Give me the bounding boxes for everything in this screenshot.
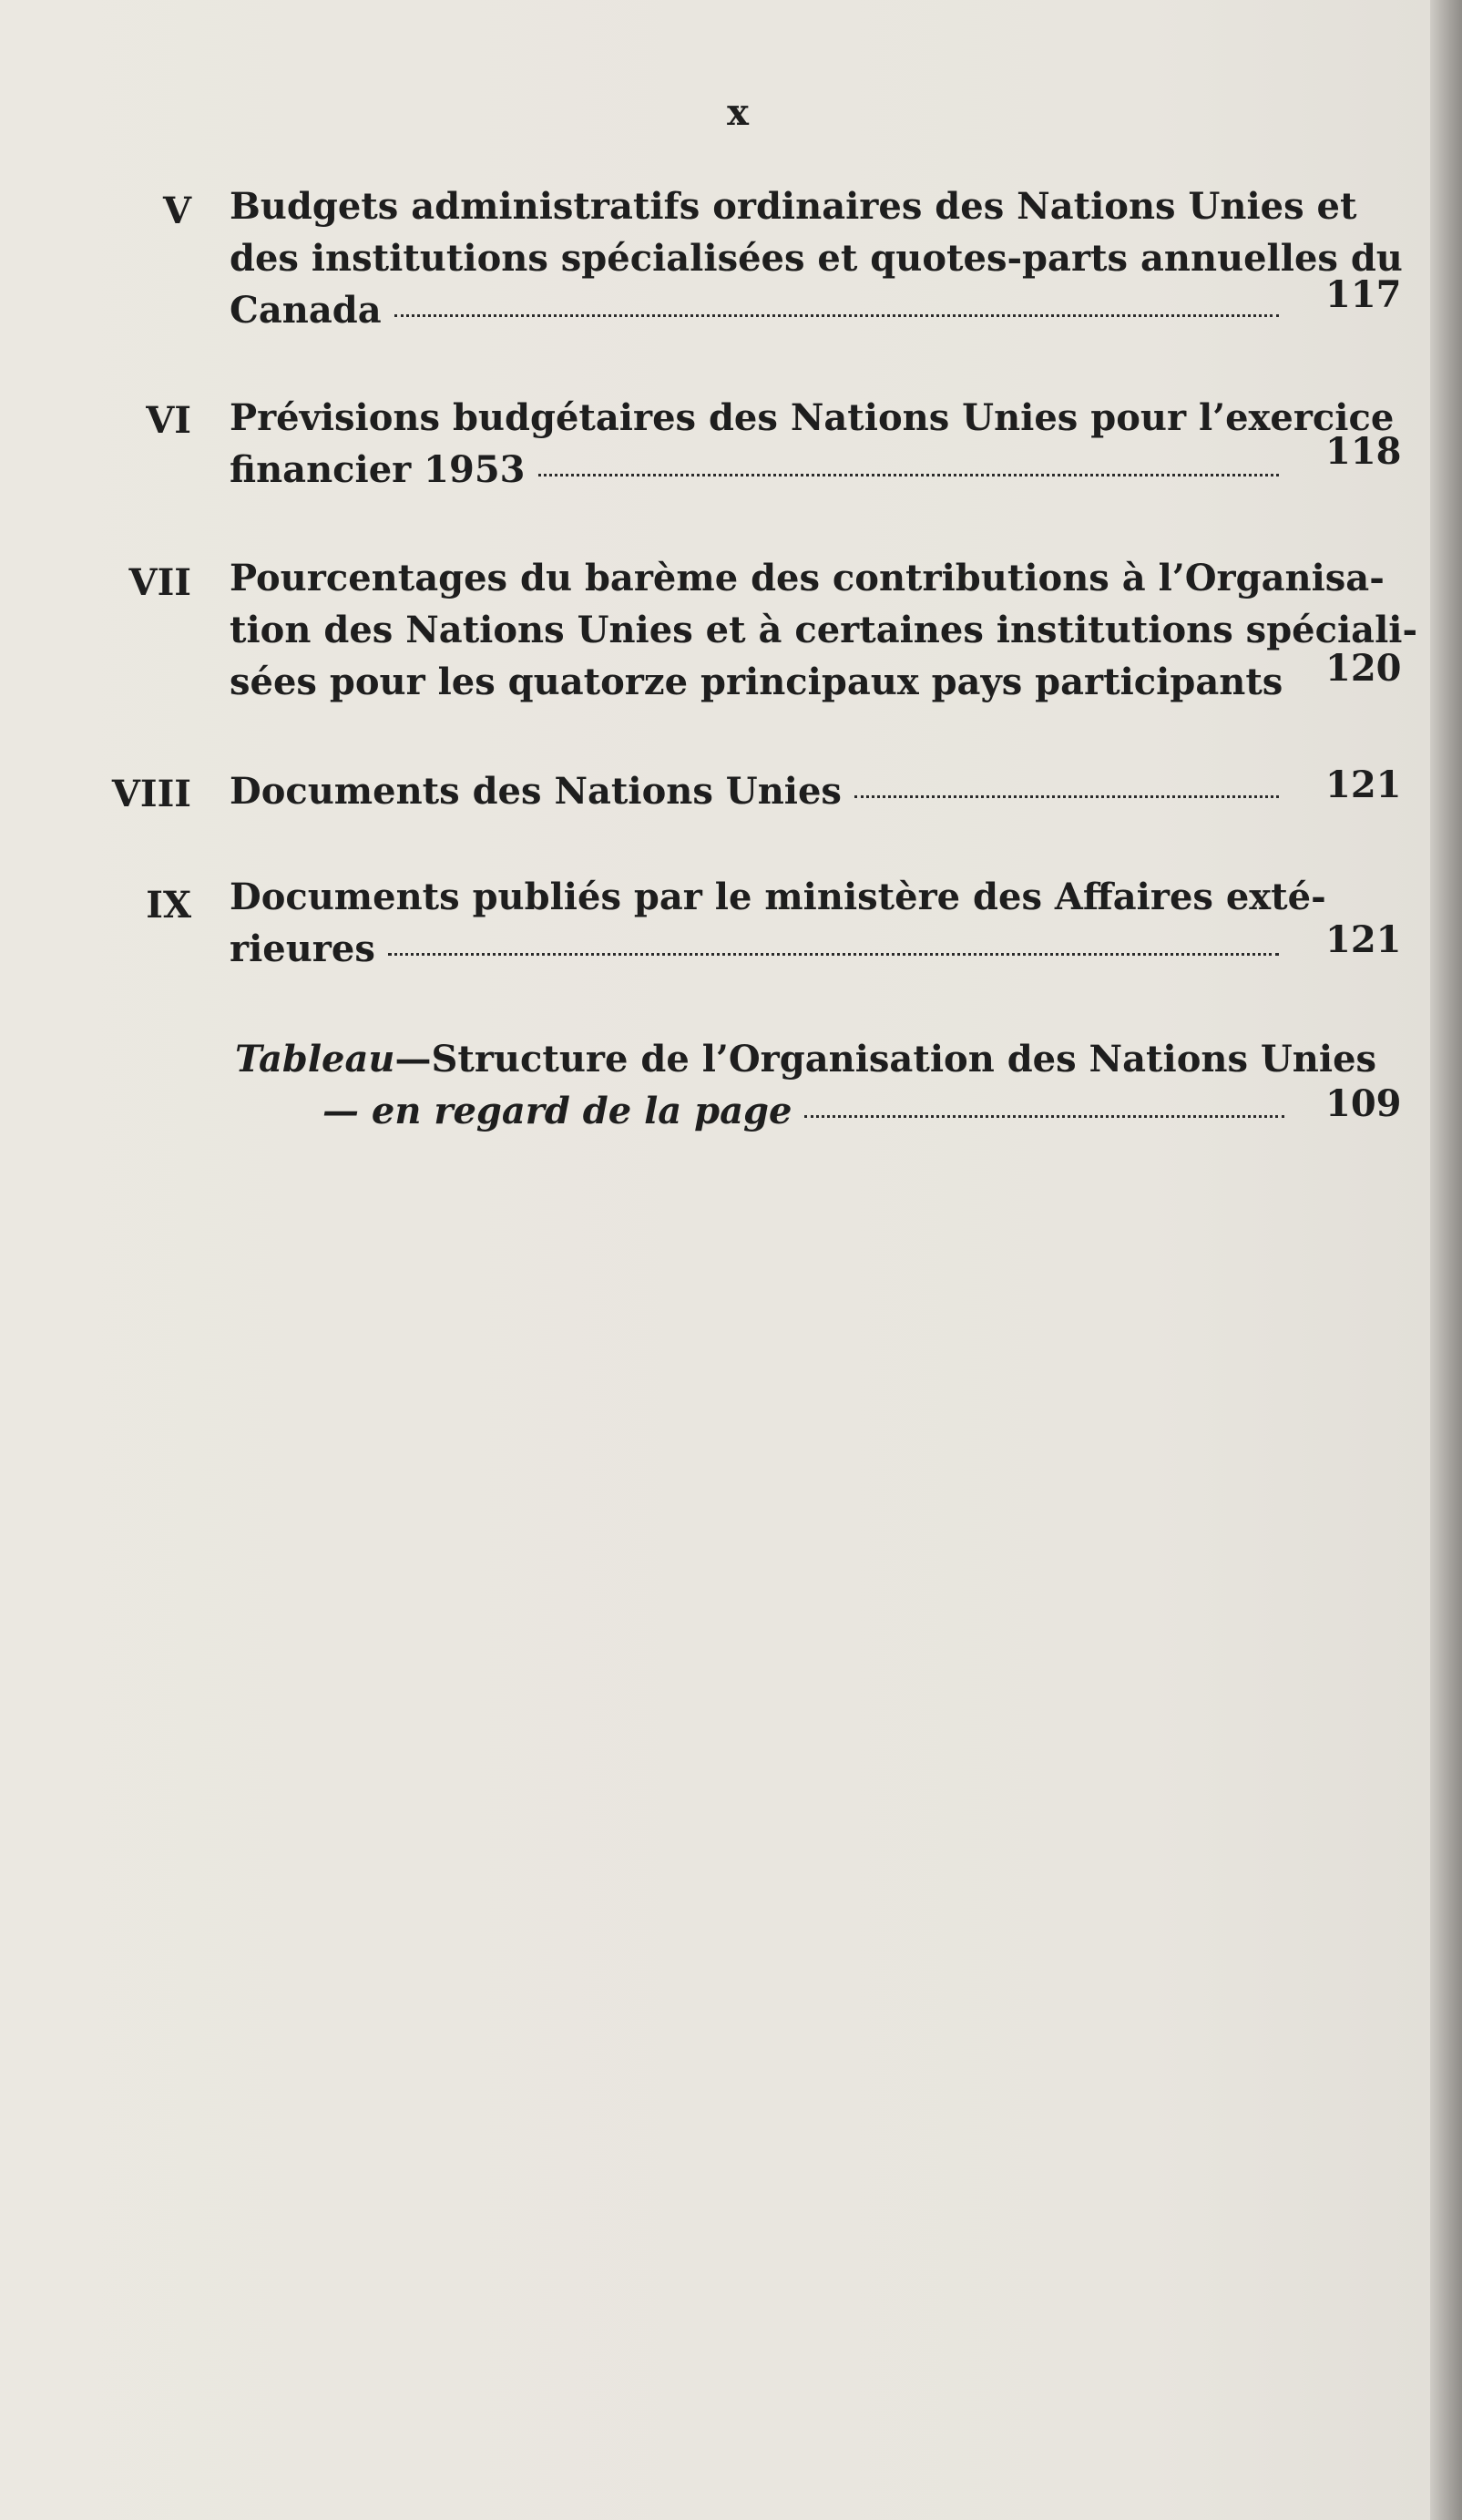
- entry-numeral: VII: [128, 561, 191, 604]
- dot-leader: [854, 795, 1279, 798]
- entry-page-ref: 120: [1325, 647, 1402, 690]
- book-gutter: [1430, 0, 1462, 2520]
- entry-numeral: V: [162, 190, 191, 232]
- entry-numeral: VI: [146, 399, 191, 442]
- entry-numeral: VIII: [111, 773, 191, 815]
- entry-title: Pourcentages du barème des contributions à l’Organisa- tion des Nations Unies et à certaines institutions spéciali- sées pour les quatorze principaux pays participants: [230, 557, 1418, 703]
- tableau-label: Tableau: [235, 1038, 395, 1081]
- entry-page-ref: 121: [1325, 918, 1402, 961]
- page-number: x: [727, 91, 749, 134]
- entry-title: Documents publiés par le ministère des Affaires exté- rieures: [230, 876, 1326, 970]
- dot-leader: [538, 474, 1280, 476]
- entry-page-ref: 118: [1325, 430, 1402, 473]
- entry-page-ref: 121: [1325, 763, 1402, 806]
- dot-leader: [394, 314, 1279, 317]
- entry-title: Documents des Nations Unies: [230, 765, 1286, 817]
- entry-title: Prévisions budgétaires des Nations Unies pour l’exercice financier 1953: [230, 396, 1395, 491]
- tableau-sub: — en regard de la page: [322, 1090, 792, 1132]
- entry-numeral: IX: [146, 884, 191, 927]
- tableau-title: Tableau—Structure de l’Organisation des Nations Unies — en regard de la page: [235, 1033, 1292, 1137]
- dot-leader: [804, 1115, 1284, 1118]
- entry-page-ref: 117: [1325, 273, 1402, 316]
- entry-title: Budgets administratifs ordinaires des Nations Unies et des institutions spécialisées et quotes-parts annuelles du Canada: [230, 185, 1403, 332]
- dot-leader: [388, 953, 1279, 956]
- entry-page-ref: 109: [1325, 1082, 1402, 1125]
